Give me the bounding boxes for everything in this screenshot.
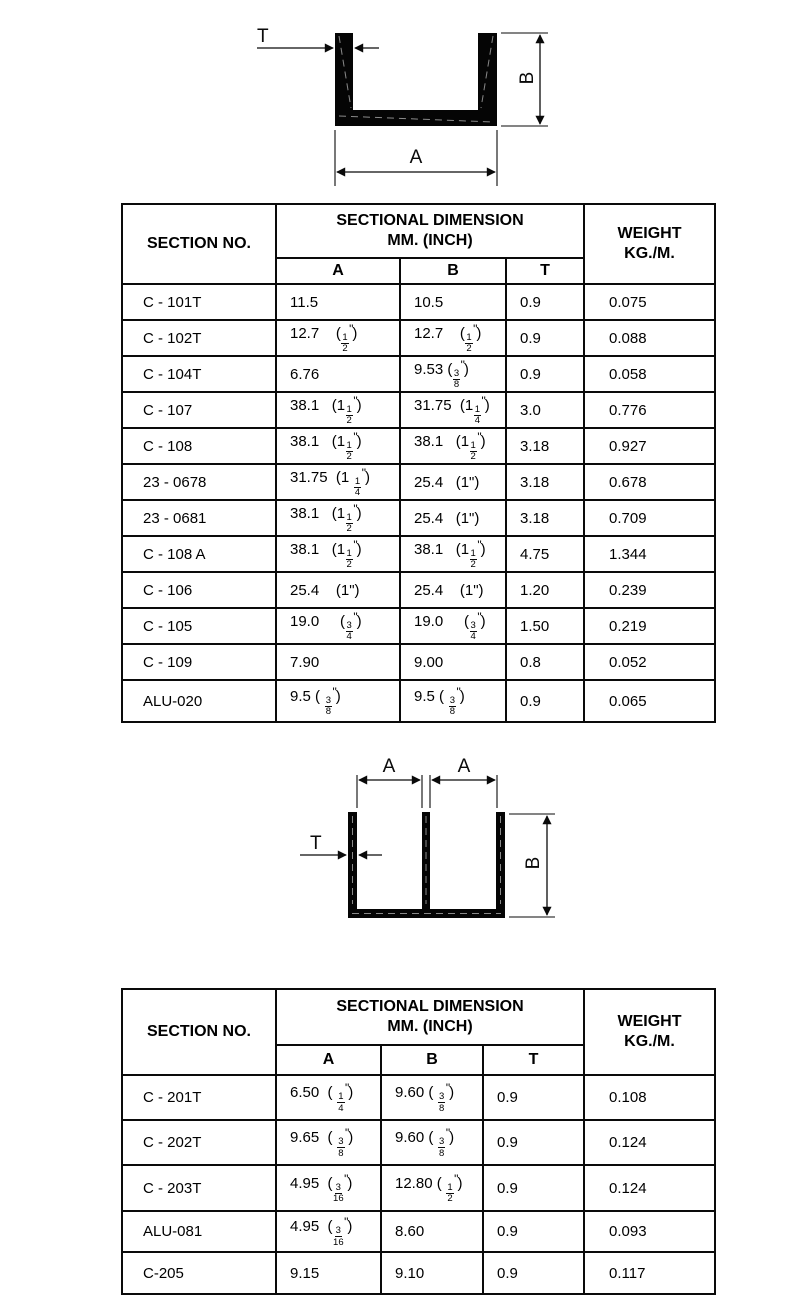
section-no-cell: C-205 xyxy=(122,1252,276,1294)
b-dimension xyxy=(501,33,548,126)
col-a-header: A xyxy=(276,258,400,284)
dim-a-cell: 12.7 ( $\frac{1}{2}$ ") xyxy=(276,320,400,356)
table-body xyxy=(122,284,715,722)
section-no-cell: C - 108 A xyxy=(122,536,276,572)
dim-header-line1: SECTIONAL DIMENSION xyxy=(336,998,524,1015)
weight-cell: 0.124 xyxy=(584,1120,715,1165)
table-row xyxy=(122,1120,715,1165)
section-no-cell: C - 101T xyxy=(122,284,276,320)
inch-mark: " xyxy=(481,393,485,408)
weight-cell: 0.927 xyxy=(584,428,715,464)
dim-a-cell: 9.15 xyxy=(276,1252,381,1294)
dim-a-cell: 9.65 ( $\frac{3}{8}$ ") xyxy=(276,1120,381,1165)
dim-b-cell: 19.0 ( $\frac{3}{4}$ ") xyxy=(400,608,506,644)
dim-b-cell: 9.60 ( $\frac{3}{8}$ ") xyxy=(381,1075,483,1120)
dim-t-cell: 0.9 xyxy=(506,320,584,356)
inch-mark: " xyxy=(477,429,481,444)
dim-t-cell: 0.9 xyxy=(483,1075,584,1120)
weight-cell: 0.093 xyxy=(584,1211,715,1252)
section-no-cell: C - 109 xyxy=(122,644,276,680)
dim-t-cell: 0.9 xyxy=(506,284,584,320)
inch-fraction: $\frac{3}{16}$ xyxy=(333,1181,344,1205)
sectional-dimension-header xyxy=(276,204,584,258)
dim-t-cell: 0.9 xyxy=(506,356,584,392)
dim-t-cell: 3.0 xyxy=(506,392,584,428)
inch-fraction: $\frac{1}{2}$ xyxy=(346,547,352,571)
inch-fraction: $\frac{3}{16}$ xyxy=(333,1225,344,1248)
dim-t-cell: 0.9 xyxy=(483,1211,584,1252)
section-no-cell: C - 203T xyxy=(122,1165,276,1211)
weight-cell: 0.678 xyxy=(584,464,715,500)
table-row xyxy=(122,392,715,428)
table-header xyxy=(122,204,715,284)
t-label: T xyxy=(257,26,269,47)
inch-mark: " xyxy=(353,501,357,516)
dim-a-cell: 38.1 (1 $\frac{1}{2}$ ") xyxy=(276,428,400,464)
dim-a-cell: 4.95 ( $\frac{3}{16}$ ") xyxy=(276,1211,381,1252)
inch-fraction: $\frac{1}{2}$ xyxy=(346,511,352,535)
section-no-cell: C - 107 xyxy=(122,392,276,428)
section-no-cell: ALU-081 xyxy=(122,1211,276,1252)
inch-mark: " xyxy=(344,1171,348,1186)
table-row xyxy=(122,608,715,644)
table-row xyxy=(122,356,715,392)
u-channel-profile xyxy=(335,33,497,126)
weight-header-line1: WEIGHT xyxy=(617,1013,682,1030)
weight-header xyxy=(584,989,715,1075)
single-channel-diagram xyxy=(235,8,565,193)
dim-a-cell: 38.1 (1 $\frac{1}{2}$ ") xyxy=(276,500,400,536)
table-row xyxy=(122,1075,715,1120)
weight-cell: 1.344 xyxy=(584,536,715,572)
inch-mark: " xyxy=(332,684,336,699)
section-no-cell: C - 106 xyxy=(122,572,276,608)
weight-cell: 0.058 xyxy=(584,356,715,392)
inch-mark: " xyxy=(345,1081,349,1096)
inch-mark: " xyxy=(353,537,357,552)
dim-b-cell: 9.53 ( $\frac{3}{8}$ ") xyxy=(400,356,506,392)
t-dimension xyxy=(300,833,382,855)
section-no-cell: C - 201T xyxy=(122,1075,276,1120)
section-no-cell: C - 104T xyxy=(122,356,276,392)
col-t-header: T xyxy=(506,258,584,284)
dim-t-cell: 0.9 xyxy=(483,1252,584,1294)
inch-fraction: $\frac{3}{8}$ xyxy=(338,1136,344,1159)
sectional-dimension-header xyxy=(276,989,584,1045)
dim-b-cell: 9.60 ( $\frac{3}{8}$ ") xyxy=(381,1120,483,1165)
col-b-header: B xyxy=(400,258,506,284)
inch-fraction: $\frac{1}{2}$ xyxy=(447,1181,453,1205)
inch-fraction: $\frac{3}{8}$ xyxy=(439,1136,445,1159)
dim-b-cell: 25.4 (1") xyxy=(400,572,506,608)
inch-mark: " xyxy=(345,1126,349,1141)
section-no-cell: C - 108 xyxy=(122,428,276,464)
dim-t-cell: 1.20 xyxy=(506,572,584,608)
inch-mark: " xyxy=(349,321,353,336)
dim-b-cell: 31.75 (1 $\frac{1}{4}$ ") xyxy=(400,392,506,428)
dim-a-cell: 19.0 ( $\frac{3}{4}$ ") xyxy=(276,608,400,644)
section-no-cell: ALU-020 xyxy=(122,680,276,722)
table-row xyxy=(122,500,715,536)
dim-a-cell: 38.1 (1 $\frac{1}{2}$ ") xyxy=(276,536,400,572)
weight-header xyxy=(584,204,715,284)
weight-cell: 0.239 xyxy=(584,572,715,608)
weight-cell: 0.052 xyxy=(584,644,715,680)
a-dimensions xyxy=(357,756,497,808)
dim-a-cell: 6.76 xyxy=(276,356,400,392)
dim-header-line1: SECTIONAL DIMENSION xyxy=(336,212,524,229)
dim-t-cell: 3.18 xyxy=(506,428,584,464)
inch-fraction: $\frac{3}{8}$ xyxy=(449,694,455,718)
dim-b-cell: 25.4 (1") xyxy=(400,500,506,536)
dim-a-cell: 38.1 (1 $\frac{1}{2}$ ") xyxy=(276,392,400,428)
inch-fraction: $\frac{3}{4}$ xyxy=(346,619,352,643)
section-no-cell: C - 102T xyxy=(122,320,276,356)
weight-cell: 0.088 xyxy=(584,320,715,356)
b-label: B xyxy=(517,71,538,85)
dim-t-cell: 0.9 xyxy=(483,1165,584,1211)
dim-header-line2: MM. (INCH) xyxy=(387,1018,473,1035)
dim-a-cell: 31.75 (1 $\frac{1}{4}$ ") xyxy=(276,464,400,500)
inch-mark: " xyxy=(477,609,481,624)
section-no-cell: 23 - 0681 xyxy=(122,500,276,536)
inch-fraction: $\frac{1}{2}$ xyxy=(470,547,476,571)
table-row xyxy=(122,536,715,572)
weight-cell: 0.709 xyxy=(584,500,715,536)
lower-channel-table xyxy=(121,988,716,1295)
inch-fraction: $\frac{1}{4}$ xyxy=(474,403,481,427)
dim-t-cell: 0.9 xyxy=(483,1120,584,1165)
dim-t-cell: 3.18 xyxy=(506,500,584,536)
table-body xyxy=(122,1075,715,1294)
dim-b-cell: 9.5 ( $\frac{3}{8}$ ") xyxy=(400,680,506,722)
dim-a-cell: 25.4 (1") xyxy=(276,572,400,608)
dim-t-cell: 0.8 xyxy=(506,644,584,680)
inch-mark: " xyxy=(460,357,464,372)
inch-fraction: $\frac{3}{8}$ xyxy=(439,1091,445,1114)
table-row xyxy=(122,1165,715,1211)
table-header xyxy=(122,989,715,1075)
inch-mark: " xyxy=(456,684,460,699)
col-t-header: T xyxy=(483,1045,584,1075)
table-row xyxy=(122,464,715,500)
b-label: B xyxy=(523,856,544,870)
inch-mark: " xyxy=(353,429,357,444)
inch-mark: " xyxy=(353,393,357,408)
dim-b-cell: 38.1 (1 $\frac{1}{2}$ ") xyxy=(400,428,506,464)
double-channel-diagram xyxy=(285,752,575,937)
dim-header-line2: MM. (INCH) xyxy=(387,232,473,249)
inch-mark: " xyxy=(454,1171,458,1186)
weight-cell: 0.065 xyxy=(584,680,715,722)
section-no-header: SECTION NO. xyxy=(122,989,276,1075)
table-row xyxy=(122,1211,715,1252)
inch-fraction: $\frac{1}{4}$ xyxy=(338,1091,344,1114)
section-no-cell: C - 202T xyxy=(122,1120,276,1165)
dim-a-cell: 9.5 ( $\frac{3}{8}$ ") xyxy=(276,680,400,722)
inch-fraction: $\frac{3}{4}$ xyxy=(470,619,476,643)
inch-mark: " xyxy=(361,465,365,480)
weight-cell: 0.776 xyxy=(584,392,715,428)
table-row xyxy=(122,320,715,356)
col-b-header: B xyxy=(381,1045,483,1075)
dim-b-cell: 25.4 (1") xyxy=(400,464,506,500)
weight-cell: 0.075 xyxy=(584,284,715,320)
inch-mark: " xyxy=(344,1215,348,1230)
section-no-cell: 23 - 0678 xyxy=(122,464,276,500)
weight-cell: 0.219 xyxy=(584,608,715,644)
dim-a-cell: 7.90 xyxy=(276,644,400,680)
dim-a-cell: 11.5 xyxy=(276,284,400,320)
inch-fraction: $\frac{1}{2}$ xyxy=(346,403,352,427)
dim-b-cell: 8.60 xyxy=(381,1211,483,1252)
a-label: A xyxy=(409,147,423,168)
inch-fraction: $\frac{3}{8}$ xyxy=(453,367,460,391)
dim-a-cell: 6.50 ( $\frac{1}{4}$ ") xyxy=(276,1075,381,1120)
dim-b-cell: 38.1 (1 $\frac{1}{2}$ ") xyxy=(400,536,506,572)
inch-fraction: $\frac{1}{2}$ xyxy=(342,331,348,355)
weight-cell: 0.108 xyxy=(584,1075,715,1120)
t-label: T xyxy=(310,833,322,854)
a-left-label: A xyxy=(382,756,396,777)
dim-b-cell: 9.00 xyxy=(400,644,506,680)
weight-cell: 0.117 xyxy=(584,1252,715,1294)
inch-mark: " xyxy=(473,321,477,336)
upper-channel-table xyxy=(121,203,716,723)
weight-header-line2: KG./M. xyxy=(624,245,675,262)
a-dimension xyxy=(335,130,497,186)
weight-header-line2: KG./M. xyxy=(624,1033,675,1050)
table-row xyxy=(122,644,715,680)
dim-b-cell: 12.7 ( $\frac{1}{2}$ ") xyxy=(400,320,506,356)
inch-mark: " xyxy=(445,1126,450,1141)
table-row xyxy=(122,680,715,722)
a-right-label: A xyxy=(457,756,471,777)
weight-cell: 0.124 xyxy=(584,1165,715,1211)
section-no-cell: C - 105 xyxy=(122,608,276,644)
b-dimension xyxy=(509,814,555,917)
table-row xyxy=(122,572,715,608)
inch-fraction: $\frac{1}{2}$ xyxy=(466,331,472,355)
dim-t-cell: 1.50 xyxy=(506,608,584,644)
inch-fraction: $\frac{1}{2}$ xyxy=(346,439,352,463)
dim-b-cell: 10.5 xyxy=(400,284,506,320)
inch-fraction: $\frac{3}{8}$ xyxy=(325,694,331,718)
table-row xyxy=(122,428,715,464)
die-lines xyxy=(339,36,493,122)
t-dimension xyxy=(257,26,379,48)
table-row xyxy=(122,1252,715,1294)
dim-t-cell: 4.75 xyxy=(506,536,584,572)
dim-t-cell: 3.18 xyxy=(506,464,584,500)
inch-fraction: $\frac{1}{4}$ xyxy=(354,475,361,499)
section-no-header: SECTION NO. xyxy=(122,204,276,284)
dim-b-cell: 9.10 xyxy=(381,1252,483,1294)
inch-mark: " xyxy=(445,1081,450,1096)
inch-fraction: $\frac{1}{2}$ xyxy=(470,439,476,463)
dim-a-cell: 4.95 ( $\frac{3}{16}$ ") xyxy=(276,1165,381,1211)
table-row xyxy=(122,284,715,320)
col-a-header: A xyxy=(276,1045,381,1075)
weight-header-line1: WEIGHT xyxy=(617,225,682,242)
dim-t-cell: 0.9 xyxy=(506,680,584,722)
inch-mark: " xyxy=(477,537,481,552)
inch-mark: " xyxy=(353,609,357,624)
dim-b-cell: 12.80 ( $\frac{1}{2}$ ") xyxy=(381,1165,483,1211)
